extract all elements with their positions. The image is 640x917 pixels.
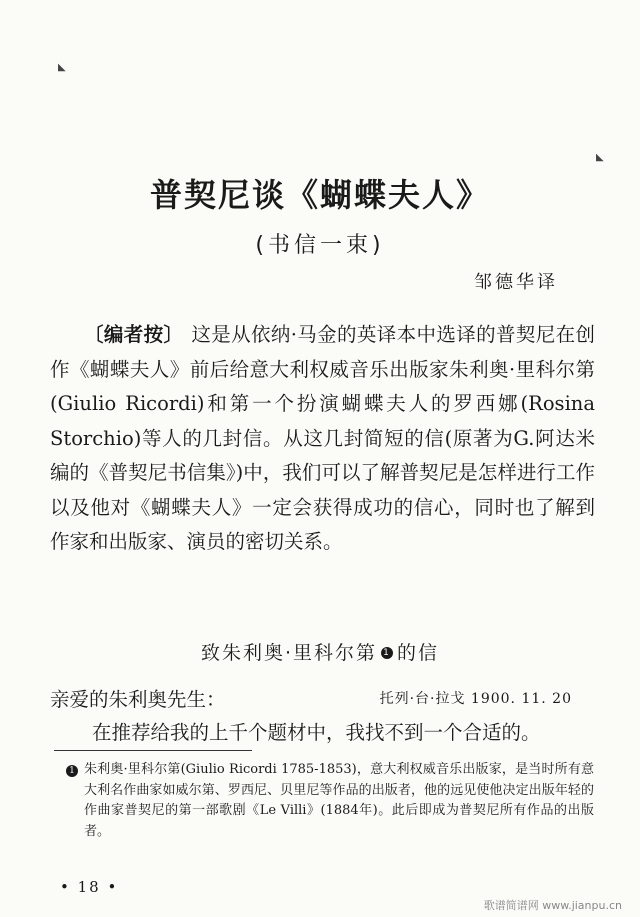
scan-speck: ◣ — [596, 152, 604, 163]
footnote — [69, 760, 594, 842]
letter-heading — [0, 638, 640, 665]
letter-place-date: 托列·台·拉戈 1900. 11. 20 — [379, 691, 572, 707]
scan-speck: ◣ — [58, 62, 66, 73]
editor-note-text: 这是从依纳·马金的英译本中选译的普契尼在创作《蝴蝶夫人》前后给意大利权威音乐出版家朱利奥·里科尔第(Giulio Ricordi)和第一个扮演蝴蝶夫人的罗西娜(Rosina Storchio)等人的几封信。从这几封简短的信(原著为G.阿达米编的《普契尼书信集》)中，我们可以了解普契尼是怎样进行工作以及他对《蝴蝶夫人》一定会获得成功的信心，同时也了解到作家和出版家、演员的密切关系。 — [50, 323, 595, 553]
translator-credit: 邹德华译 — [474, 272, 558, 293]
site-watermark: 歌谱简谱网 www.jianpu.cn — [483, 899, 622, 912]
letter-heading-suffix: 的信 — [397, 642, 440, 664]
editor-note-label: 〔编者按〕 — [84, 323, 184, 346]
footnote-marker-icon: 1 — [381, 647, 393, 659]
editor-note — [50, 318, 595, 560]
footnote-divider — [54, 750, 252, 751]
letter-first-line: 在推荐给我的上千个题材中，我找不到一个合适的。 — [92, 721, 541, 744]
letter-heading-text: 致朱利奥·里科尔第 — [200, 642, 378, 664]
letter-salutation: 亲爱的朱利奥先生： — [50, 688, 226, 711]
footnote-marker-icon: 1 — [66, 765, 78, 777]
page-number: • 18 • — [60, 878, 119, 896]
page-title: 普契尼谈《蝴蝶夫人》 — [149, 176, 490, 214]
footnote-text: 朱利奥·里科尔第(Giulio Ricordi 1785-1853)，意大利权威音乐出版家，是当时所有意大利名作曲家如威尔第、罗西尼、贝里尼等作品的出版者，他的远见使他决定出版年轻的作曲家普契尼的第一部歌剧《Le Villi》(1884年)。此后即成为普契尼所有作品的出版者。 — [84, 762, 594, 839]
page-subtitle: (书信一束) — [255, 233, 385, 258]
